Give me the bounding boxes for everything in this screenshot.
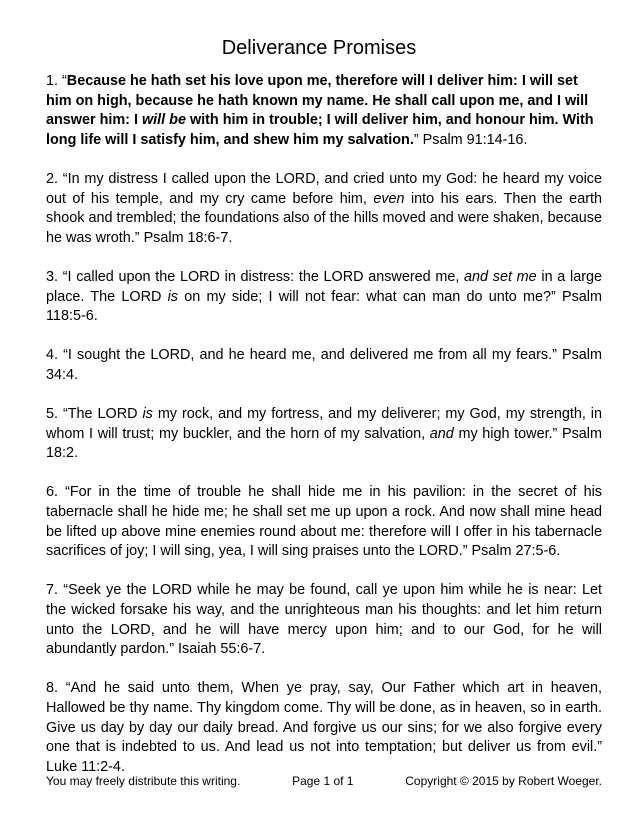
passage-3-segment: is [167,288,179,305]
passage-1-segment: Because he hath set his love upon me, therefore will I deliver him: I will set him on high, because he hath known my name. He shall call upon me, and I will answer him: I [46,73,589,129]
page-footer [46,773,602,789]
passage-1-segment: with him in trouble; I will deliver him, and honour him. With long life will I satisfy him, and shew him my salvation. [46,112,594,148]
passage-3-segment: on my side; I will not fear: what can man do unto me?” Psalm 118:5-6. [46,288,602,325]
passage-2-segment: even [373,190,405,207]
passage-7-segment: 7. “Seek ye the LORD while he may be found, call ye upon him while he is near: Let the wicked forsake his way, and the unrighteous man his thoughts: and let him return unto the LORD, and he will have mercy upon him; and to our God, for he will abundantly pardon.” Isaiah 55:6-7. [46,582,602,658]
passage-5-segment: and [429,425,454,442]
passage-5-segment: my rock, and my fortress, and my deliverer; my God, my strength, in whom I will trust; my buckler, and the horn of my salvation, [46,406,602,442]
passage-3-segment: and set me [464,268,537,285]
passage-2-segment: 2. “In my distress I called upon the LORD, and cried unto my God: he heard my voice out of his temple, and my cry came before him, [46,170,602,207]
passage-2-segment: into his ears. Then the earth shook and trembled; the foundations also of the hills moved and were shaken, because he was wroth.” Psalm 18:6-7. [46,190,602,246]
passage-5-segment: 5. “The LORD [46,406,143,423]
footer-copyright: Copyright © 2015 by Robert Woeger. [405,774,602,788]
passage-8 [46,679,602,777]
passage-1-segment: ” Psalm 91:14-16. [413,131,528,148]
footer-page-number: Page 1 of 1 [292,774,354,788]
passage-7 [46,581,602,659]
page-title: Deliverance Promises [221,37,417,59]
footer-distribution-note: You may freely distribute this writing. [46,774,241,788]
passage-8-segment: 8. “And he said unto them, When ye pray, say, Our Father which art in heaven, Hallowed be thy name. Thy kingdom come. Thy will be done, as in heaven, so in earth. Give us day by day our daily bread. And forgive us our sins; for we also forgive every one that is indebted to us. And lead us not into temptation; but deliver us from evil.” Luke 11:2-4. [46,680,602,775]
passage-5-segment: is [142,406,153,423]
passage-5 [46,405,602,464]
passage-1-segment: will be [141,112,186,129]
passage-6 [46,483,602,561]
passage-6-segment: 6. “For in the time of trouble he shall hide me in his pavilion: in the secret of his tabernacle shall he hide me; he shall set me up upon a rock. And now shall mine head be lifted up above mine enemies round about me: therefore will I offer in his tabernacle sacrifices of joy; I will sing, yea, I will sing praises unto the LORD.” Psalm 27:5-6. [46,484,602,560]
passage-2 [46,170,602,248]
passage-1 [46,72,602,150]
passage-5-segment: my high tower.” Psalm 18:2. [46,425,602,462]
passage-3-segment: 3. “I called upon the LORD in distress: the LORD answered me, [46,268,465,285]
passage-list [46,72,602,797]
passage-3-segment: in a large place. The LORD [46,268,602,305]
passage-4-segment: 4. “I sought the LORD, and he heard me, and delivered me from all my fears.” Psalm 34:4. [46,347,602,383]
passage-3 [46,268,602,327]
passage-4 [46,346,602,385]
passage-1-segment: 1. “ [46,73,67,89]
